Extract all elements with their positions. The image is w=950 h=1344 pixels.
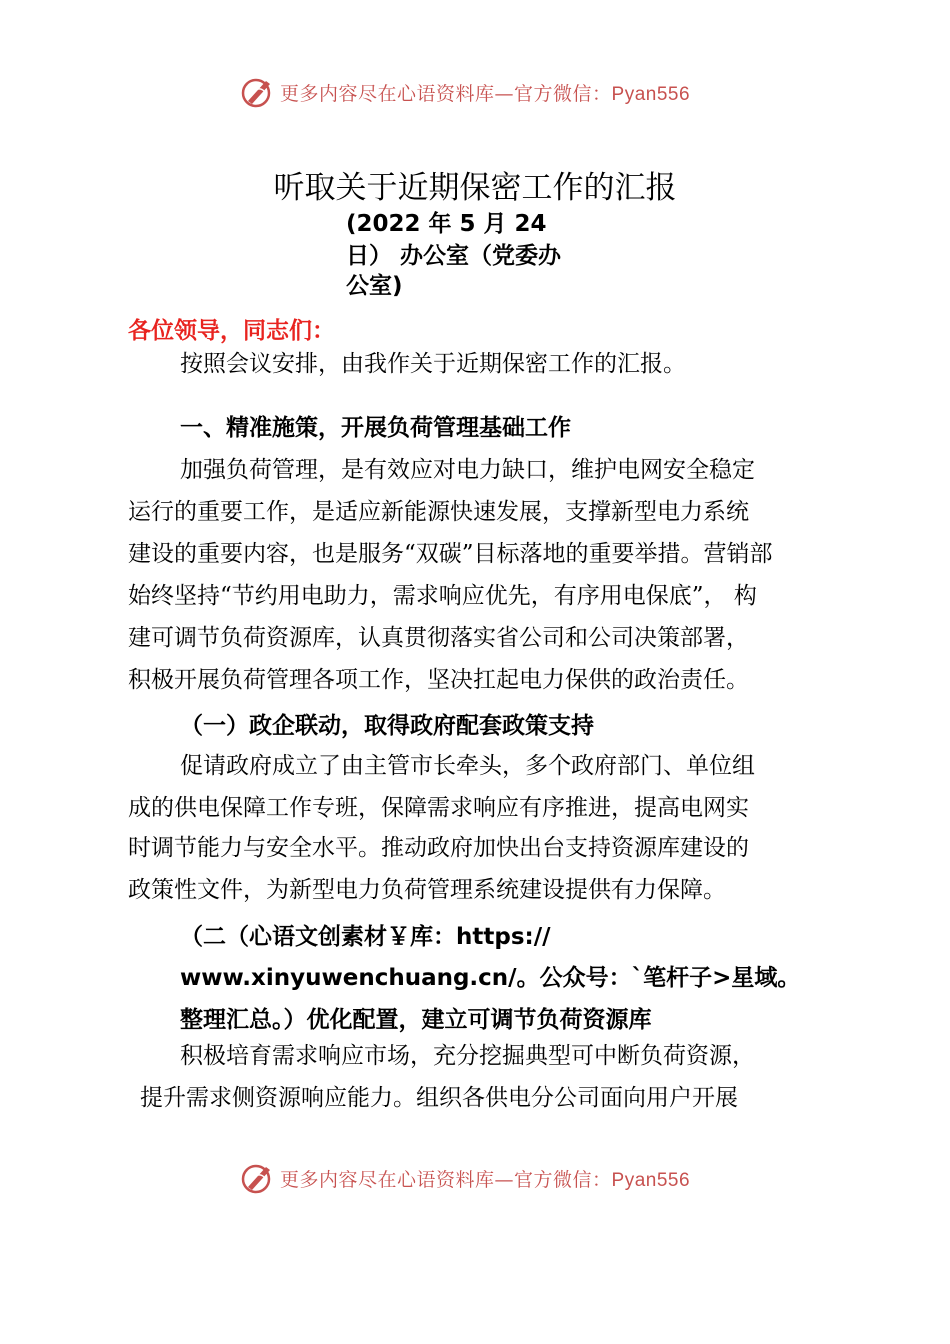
- paragraph-line: 运行的重要工作，是适应新能源快速发展，支撑新型电力系统: [128, 499, 749, 525]
- watermark-text: 更多内容尽在心语资料库—官方微信：Pyan556: [280, 1168, 691, 1191]
- subsection-heading-2-part-3: 整理汇总。）优化配置，建立可调节负荷资源库: [180, 1007, 652, 1033]
- dateline-line-1: (2022 年 5 月 24: [346, 211, 547, 237]
- dateline-line-2: 日） 办公室（党委办: [346, 243, 562, 269]
- paragraph-line: 政策性文件，为新型电力负荷管理系统建设提供有力保障。: [128, 877, 726, 903]
- watermark-header: [240, 74, 760, 110]
- paragraph-line: 提升需求侧资源响应能力。组织各供电分公司面向用户开展: [140, 1085, 738, 1111]
- paragraph-line: 加强负荷管理，是有效应对电力缺口，维护电网安全稳定: [180, 457, 755, 483]
- subsection-heading-2-part-1: （二（心语文创素材￥库：https://: [180, 924, 551, 950]
- paragraph-line: 建设的重要内容，也是服务“双碳”目标落地的重要举措。营销部: [128, 541, 773, 567]
- paragraph-line: 时调节能力与安全水平。推动政府加快出台支持资源库建设的: [128, 835, 749, 861]
- paragraph-line: 始终坚持“节约用电助力，需求响应优先，有序用电保底”， 构: [128, 583, 757, 609]
- dateline-line-3: 公室): [346, 273, 403, 299]
- intro-paragraph: 按照会议安排，由我作关于近期保密工作的汇报。: [180, 351, 686, 377]
- salutation: 各位领导，同志们：: [128, 318, 335, 344]
- watermark-footer: [240, 1160, 760, 1196]
- paragraph-line: 积极开展负荷管理各项工作，坚决扛起电力保供的政治责任。: [128, 667, 749, 693]
- section-heading-1: 一、精准施策，开展负荷管理基础工作: [180, 415, 571, 441]
- subsection-heading-2-part-2: www.xinyuwenchuang.cn/。公众号：`笔杆子>星域。: [180, 965, 801, 991]
- watermark-text: 更多内容尽在心语资料库—官方微信：Pyan556: [280, 82, 691, 105]
- pen-logo-icon: [240, 75, 274, 109]
- subsection-heading-1: （一）政企联动，取得政府配套政策支持: [180, 713, 594, 739]
- document-title: 听取关于近期保密工作的汇报: [273, 170, 677, 206]
- paragraph-line: 促请政府成立了由主管市长牵头，多个政府部门、单位组: [180, 753, 755, 779]
- pen-logo-icon: [240, 1161, 274, 1195]
- paragraph-line: 成的供电保障工作专班，保障需求响应有序推进，提高电网实: [128, 795, 749, 821]
- paragraph-line: 积极培育需求响应市场，充分挖掘典型可中断负荷资源，: [180, 1043, 755, 1069]
- paragraph-line: 建可调节负荷资源库，认真贯彻落实省公司和公司决策部署，: [128, 625, 749, 651]
